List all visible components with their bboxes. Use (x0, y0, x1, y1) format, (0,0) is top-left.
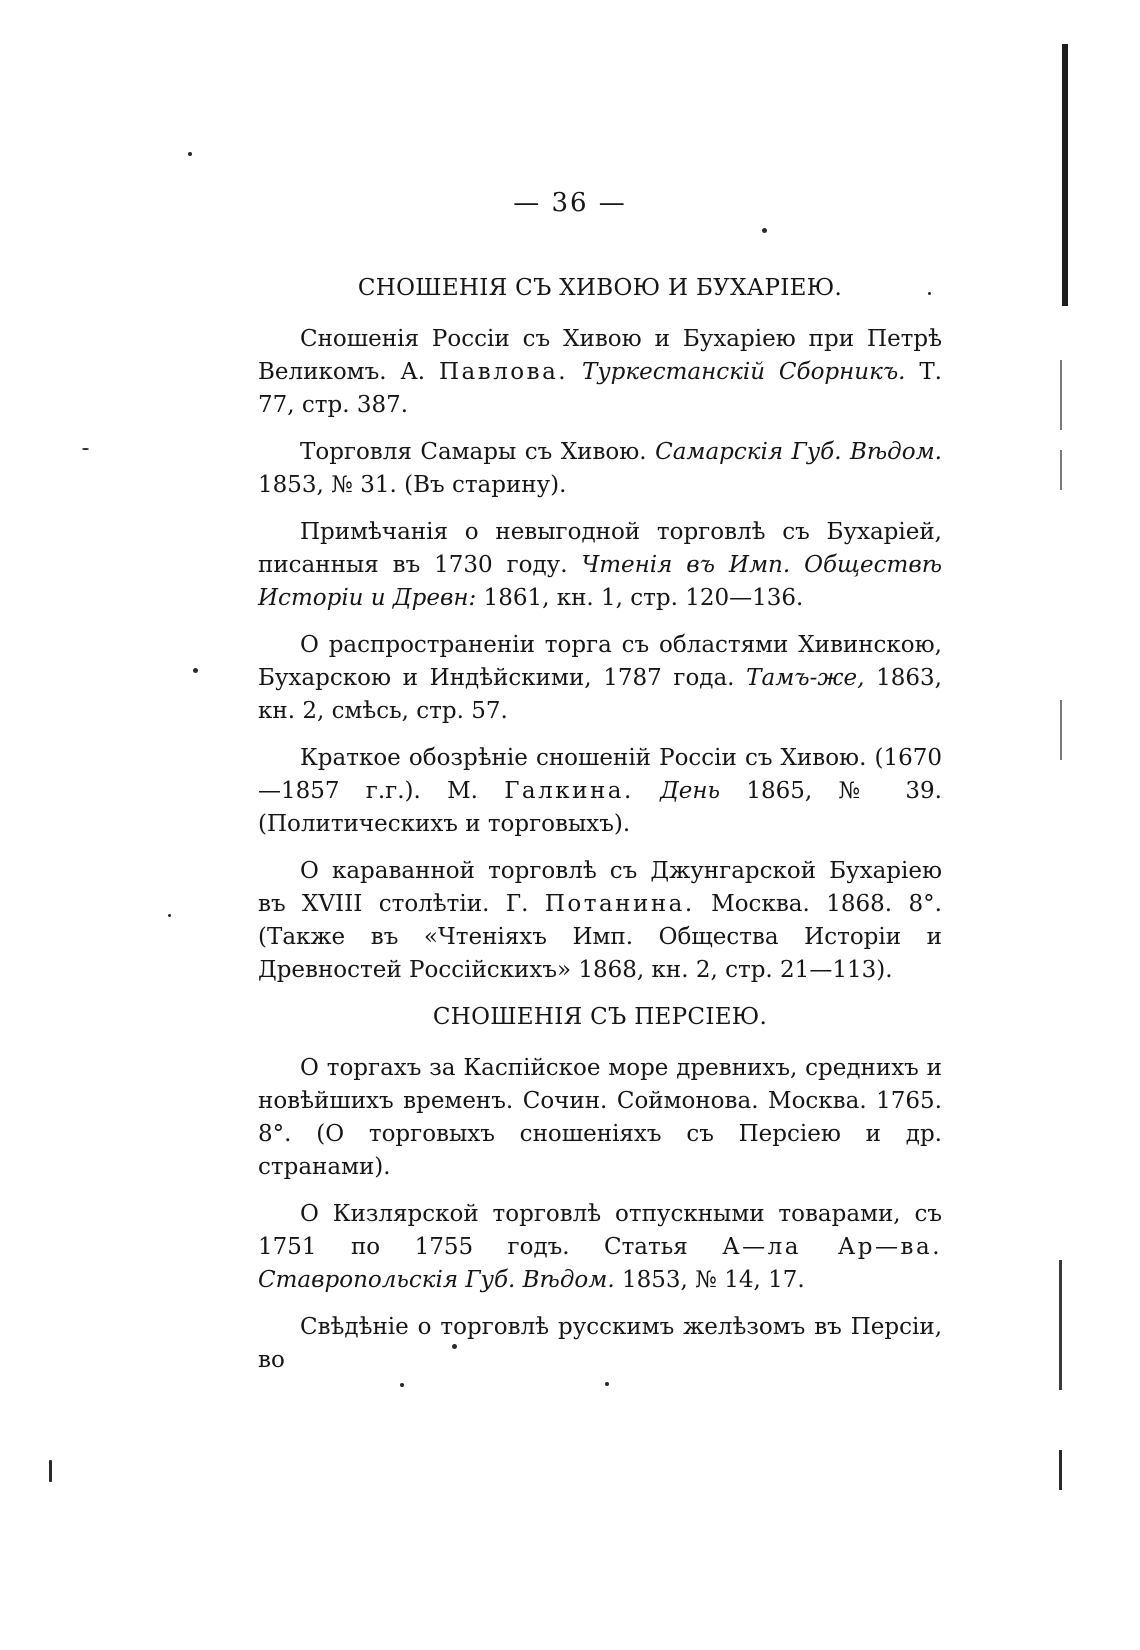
entry-text: Сношенія Россіи съ Хивою и Бухаріею при Петрѣ Великомъ. А. (258, 326, 942, 385)
entry-text (568, 359, 582, 385)
scan-speck (168, 914, 171, 917)
entry-text: О караванной торговлѣ съ Джунгарской Бухаріею въ XVIII столѣтіи. Г. (258, 858, 942, 917)
italic-title-text: Туркестанскій Сборникъ. (581, 359, 906, 385)
entry-text: Москва. 1868. 8°. (Также въ «Чтеніяхъ Имп. Общества Исторіи и Древностей Россійскихъ» 1868, кн. 2, стр. 21—113). (258, 891, 942, 983)
bibliography-entry (258, 436, 942, 502)
scan-edge-line (1060, 700, 1062, 760)
spaced-author-text: Потанина. (544, 891, 695, 917)
scan-speck (762, 228, 767, 233)
entry-text: О Кизлярской торговлѣ отпускными товарами, съ 1751 по 1755 годъ. Статья (258, 1201, 942, 1260)
spaced-author-text: Галкина. (504, 778, 634, 804)
entry-text: О распространеніи торга съ областями Хивинскою, Бухарскою и Индѣйскими, 1787 года. (258, 632, 942, 691)
scan-speck (400, 1383, 404, 1387)
scan-speck (188, 152, 192, 156)
entry-text: 1853, № 31. (Въ старину). (258, 472, 567, 498)
entry-text (634, 778, 660, 804)
spaced-author-text: А—ла Ар—ва. (722, 1234, 943, 1260)
bibliography-entry (258, 1198, 942, 1297)
entry-text: 1863, кн. 2, смѣсь, стр. 57. (258, 665, 942, 724)
italic-title-text: Тамъ-же, (746, 665, 865, 691)
scan-edge-line (1060, 450, 1062, 490)
entry-text: 1853, № 14, 17. (614, 1267, 805, 1293)
scan-speck (82, 448, 89, 450)
entry-text: Примѣчанія о невыгодной торговлѣ съ Бухаріей, писанныя въ 1730 году. (258, 519, 942, 578)
page-content (258, 272, 942, 1391)
section-heading-khiva-bukhara: СНОШЕНІЯ СЪ ХИВОЮ И БУХАРІЕЮ. (357, 275, 843, 301)
bibliography-entry (258, 855, 942, 987)
scan-edge-shadow (1062, 44, 1068, 306)
entry-text: 1865, № 39. (Политическихъ и торговыхъ). (258, 778, 942, 837)
bibliography-entry (258, 323, 942, 422)
page-number: — 36 — (513, 188, 627, 218)
scan-speck (605, 1382, 609, 1386)
italic-title-text: Чтенія въ Имп. Обществѣ Исторіи и Древн: (258, 552, 942, 611)
scan-edge-line (1059, 1260, 1062, 1390)
entry-text: Т. 77, стр. 387. (258, 359, 942, 418)
scan-edge-line (1060, 360, 1062, 430)
entry-text: Свѣдѣніе о торговлѣ русскимъ желѣзомъ въ Персіи, во (258, 1314, 942, 1373)
entry-text: О торгахъ за Каспійское море древнихъ, среднихъ и новѣйшихъ временъ. Сочин. Соймонова. Москва. 1765. 8°. (О торговыхъ сношеніяхъ съ Персіею и др. странами). (258, 1055, 942, 1180)
scan-edge-line (1059, 1450, 1062, 1490)
scan-speck (49, 1460, 52, 1482)
italic-title-text: День (660, 778, 721, 804)
spaced-author-text: Павлова. (438, 359, 569, 385)
italic-title-text: Ставропольскія Губ. Вѣдом. (258, 1267, 615, 1293)
bibliography-entry (258, 629, 942, 728)
scan-speck (193, 668, 198, 673)
bibliography-entry (258, 1052, 942, 1184)
bibliography-entry (258, 516, 942, 615)
entry-text: Краткое обозрѣніе сношеній Россіи съ Хивою. (1670—1857 г.г.). М. (258, 745, 942, 804)
italic-title-text: Самарскія Губ. Вѣдом. (655, 439, 942, 465)
scan-speck (928, 292, 931, 295)
entry-text: Торговля Самары съ Хивою. (300, 439, 656, 465)
scan-speck (452, 1344, 457, 1349)
section-heading-persia: СНОШЕНІЯ СЪ ПЕРСІЕЮ. (432, 1004, 768, 1030)
bibliography-entry (258, 742, 942, 841)
bibliography-entry-continued (258, 1311, 942, 1377)
entry-text: 1861, кн. 1, стр. 120—136. (476, 585, 804, 611)
